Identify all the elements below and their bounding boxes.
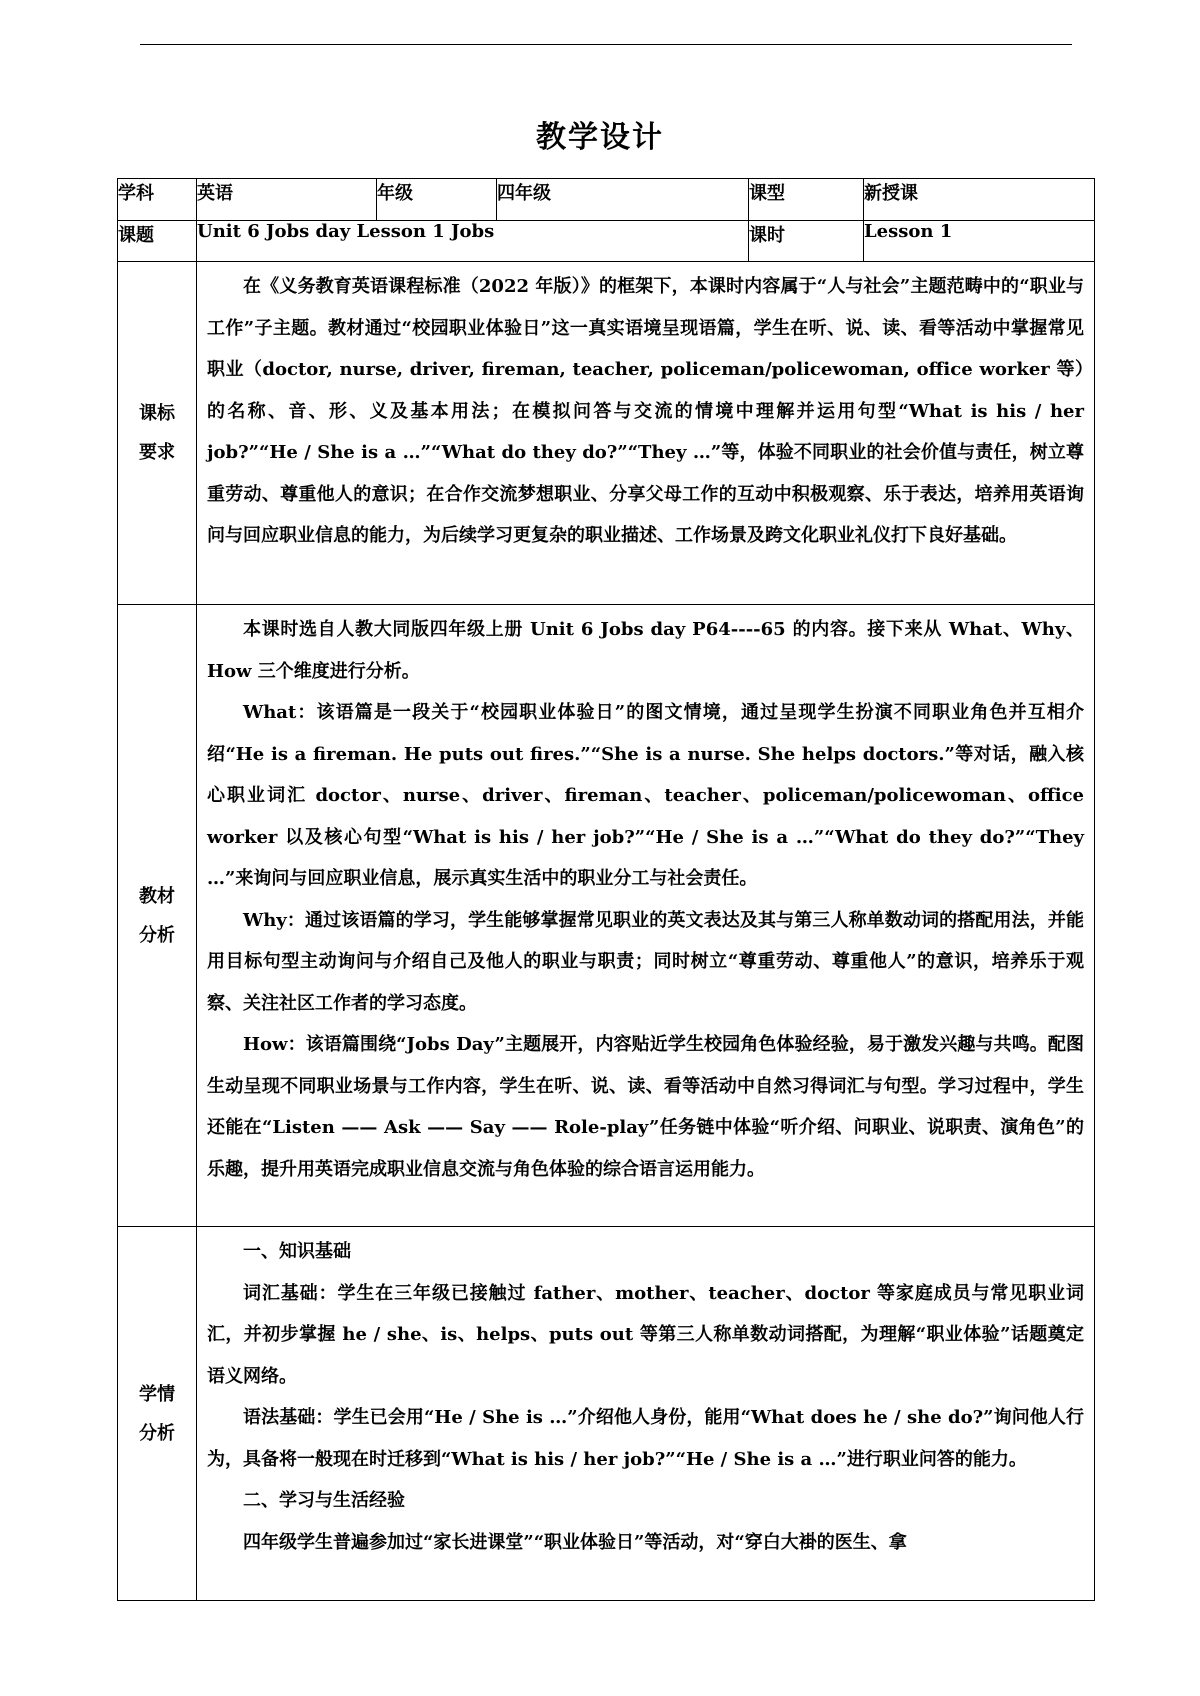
textbook-what: What：该语篇是一段关于“校园职业体验日”的图文情境，通过呈现学生扮演不同职业角色并互相介绍“He is a fireman. He puts out fires.”“She is a nurse. She helps doctors.”等对话，融入核心职业词汇 doctor、nurse、driver、fireman、teacher、policeman/policewoman、office worker 以及核心句型“What is his / her job?”“He / She is a …”“What do they do?”“They …”来询问与回应职业信息，展示真实生活中的职业分工与社会责任。 — [207, 702, 1084, 889]
type-label: 课型 — [749, 179, 864, 221]
grade-label: 年级 — [377, 179, 497, 221]
textbook-row — [118, 605, 1095, 1227]
textbook-intro: 本课时选自人教大同版四年级上册 Unit 6 Jobs day P64----65 的内容。接下来从 What、Why、How 三个维度进行分析。 — [207, 619, 1084, 682]
textbook-why: Why：通过该语篇的学习，学生能够掌握常见职业的英文表达及其与第三人称单数动词的搭配用法，并能用目标句型主动询问与介绍自己及他人的职业与职责；同时树立“尊重劳动、尊重他人”的意识，培养乐于观察、关注社区工作者的学习态度。 — [207, 909, 1084, 1014]
info-row-1 — [118, 179, 1095, 221]
standards-row — [118, 262, 1095, 605]
learners-vocab: 词汇基础：学生在三年级已接触过 father、mother、teacher、doctor 等家庭成员与常见职业词汇，并初步掌握 he / she、is、helps、puts out 等第三人称单数动词搭配，为理解“职业体验”话题奠定语义网络。 — [207, 1282, 1084, 1387]
learners-experience: 四年级学生普遍参加过“家长进课堂”“职业体验日”等活动，对“穿白大褂的医生、拿 — [243, 1531, 907, 1553]
period-value: Lesson 1 — [864, 221, 1095, 262]
learners-heading-experience: 二、学习与生活经验 — [243, 1490, 405, 1511]
period-label: 课时 — [749, 221, 864, 262]
grade-value: 四年级 — [497, 179, 749, 221]
learners-label: 学情 分析 — [118, 1227, 197, 1601]
info-row-2 — [118, 221, 1095, 262]
topic-value: Unit 6 Jobs day Lesson 1 Jobs — [197, 221, 749, 262]
learners-row — [118, 1227, 1095, 1601]
learners-grammar: 语法基础：学生已会用“He / She is …”介绍他人身份，能用“What does he / she do?”询问他人行为，具备将一般现在时迁移到“What is his / her job?”“He / She is a …”进行职业问答的能力。 — [207, 1407, 1084, 1470]
standards-content — [197, 262, 1095, 605]
subject-value: 英语 — [197, 179, 377, 221]
header-rule — [140, 44, 1072, 45]
topic-label: 课题 — [118, 221, 197, 262]
type-value: 新授课 — [864, 179, 1095, 221]
learners-content — [197, 1227, 1095, 1601]
lesson-plan-table — [117, 178, 1095, 1601]
textbook-how: How：该语篇围绕“Jobs Day”主题展开，内容贴近学生校园角色体验经验，易于激发兴趣与共鸣。配图生动呈现不同职业场景与工作内容，学生在听、说、读、看等活动中自然习得词汇与句型。学习过程中，学生还能在“Listen —— Ask —— Say —— Role-play”任务链中体验“听介绍、问职业、说职责、演角色”的乐趣，提升用英语完成职业信息交流与角色体验的综合语言运用能力。 — [207, 1034, 1084, 1180]
subject-label: 学科 — [118, 179, 197, 221]
standards-label: 课标 要求 — [118, 262, 197, 605]
textbook-content — [197, 605, 1095, 1227]
page-title: 教学设计 — [536, 120, 664, 155]
learners-heading-knowledge: 一、知识基础 — [243, 1241, 351, 1262]
standards-paragraph: 在《义务教育英语课程标准（2022 年版）》的框架下，本课时内容属于“人与社会”主题范畴中的“职业与工作”子主题。教材通过“校园职业体验日”这一真实语境呈现语篇，学生在听、说、读、看等活动中掌握常见职业（doctor, nurse, driver, fireman, teacher, policeman/policewoman, office worker 等）的名称、音、形、义及基本用法；在模拟问答与交流的情境中理解并运用句型“What is his / her job?”“He / She is a …”“What do they do?”“They …”等，体验不同职业的社会价值与责任，树立尊重劳动、尊重他人的意识；在合作交流梦想职业、分享父母工作的互动中积极观察、乐于表达，培养用英语询问与回应职业信息的能力，为后续学习更复杂的职业描述、工作场景及跨文化职业礼仪打下良好基础。 — [207, 276, 1084, 546]
textbook-label: 教材 分析 — [118, 605, 197, 1227]
